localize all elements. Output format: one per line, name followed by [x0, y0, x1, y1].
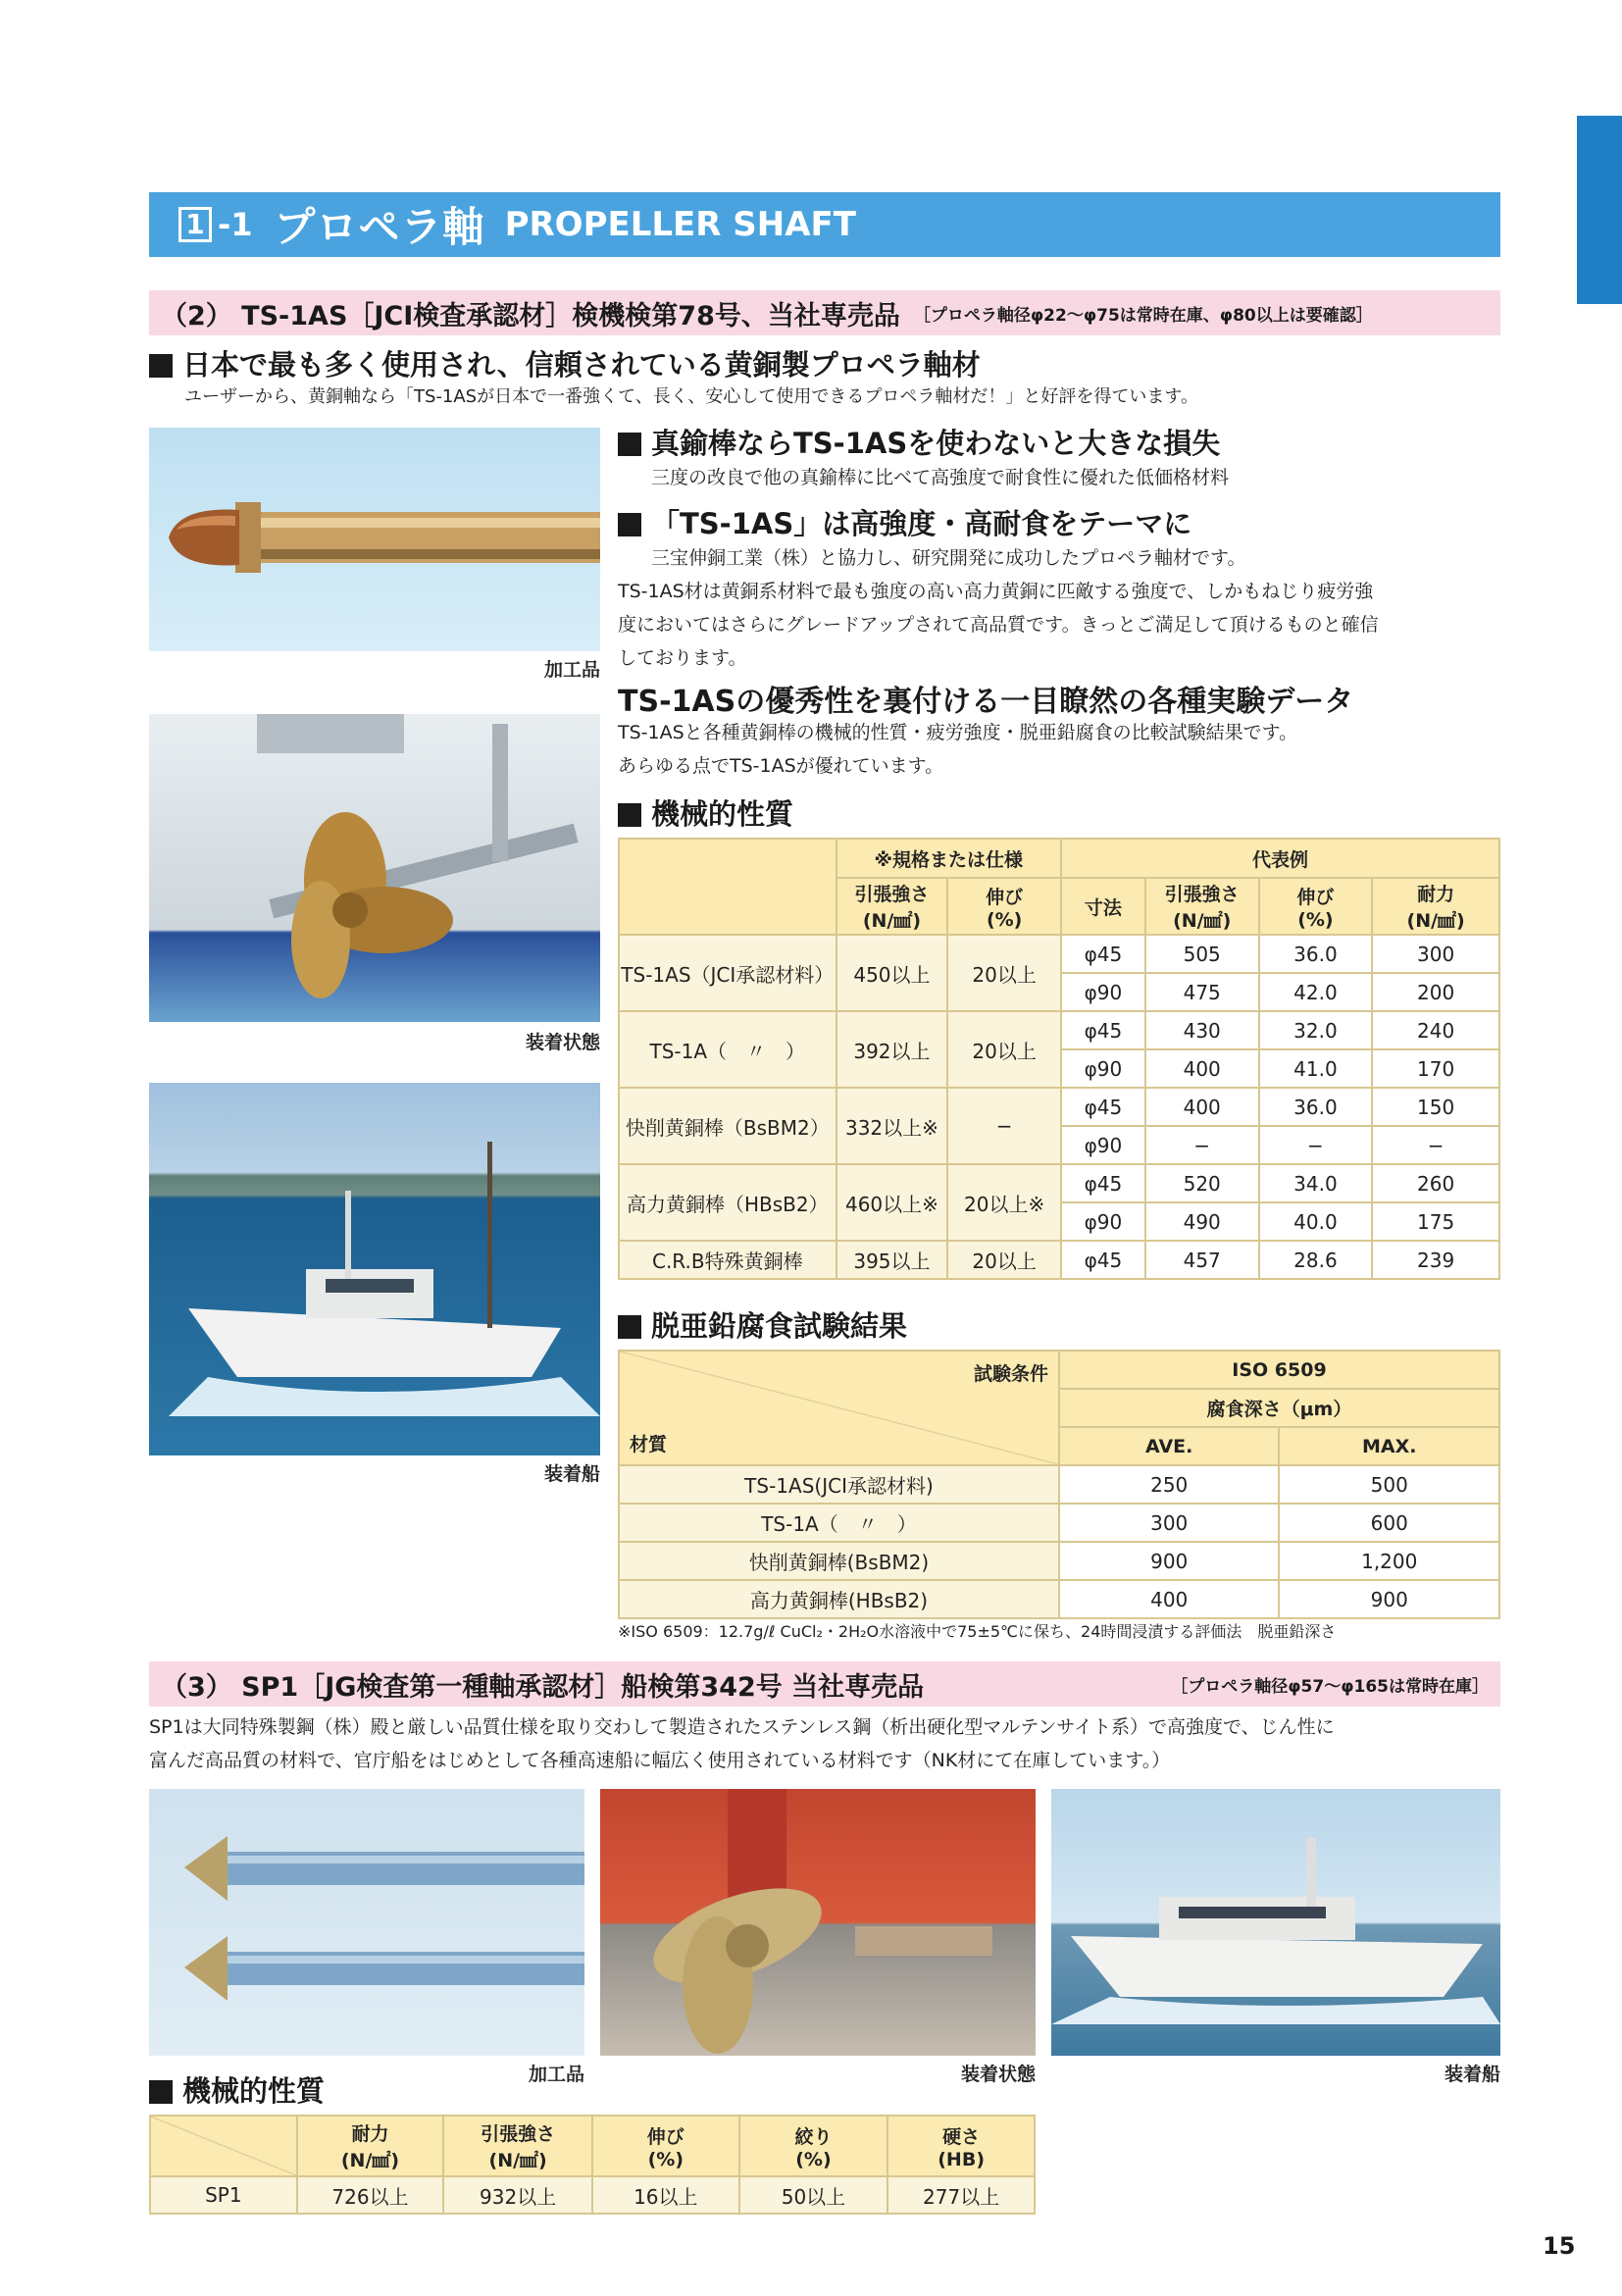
cell: φ45: [1061, 1088, 1145, 1126]
cell: 239: [1372, 1241, 1499, 1279]
section-2-note: ［プロペラ軸径φ22〜φ75は常時在庫、φ80以上は要確認］: [913, 305, 1373, 326]
cell: 726以上: [297, 2176, 444, 2214]
cell: 457: [1145, 1241, 1259, 1279]
section-2-title: （2） TS-1AS［JCI検査承認材］検機検第78号、当社専売品: [161, 300, 900, 332]
section-2-heading: [149, 290, 1500, 335]
header-max: MAX.: [1279, 1427, 1499, 1465]
cell: −: [1259, 1126, 1373, 1164]
text-test-data-2: あらゆる点でTS-1ASが優れています。: [618, 755, 944, 777]
cell: φ45: [1061, 1164, 1145, 1202]
text-test-data-1: TS-1ASと各種黄銅棒の機械的性質・疲労強度・脱亜鉛腐食の比較試験結果です。: [618, 722, 1298, 743]
header-elongation: 伸び (%): [592, 2116, 739, 2176]
label-material: 材質: [630, 1434, 668, 1455]
header-elongation: 伸び (%): [947, 878, 1061, 935]
cell: 28.6: [1259, 1241, 1373, 1279]
cell: 392以上: [836, 1011, 948, 1088]
chapter-side-tab: [1577, 116, 1622, 304]
cell: φ45: [1061, 935, 1145, 973]
text-improved: 三度の改良で他の真鍮棒に比べて高強度で耐食性に優れた低価格材料: [651, 467, 1230, 488]
cell: 170: [1372, 1049, 1499, 1088]
cell: 240: [1372, 1011, 1499, 1049]
cell: φ90: [1061, 1126, 1145, 1164]
row-name: C.R.B特殊黄銅棒: [619, 1241, 836, 1279]
cell: −: [1145, 1126, 1259, 1164]
header-iso: ISO 6509: [1059, 1351, 1499, 1389]
cell: 1,200: [1279, 1542, 1499, 1580]
cell: 200: [1372, 973, 1499, 1011]
row-name: 快削黄銅棒(BsBM2): [619, 1542, 1059, 1580]
cell: 332以上※: [836, 1088, 948, 1164]
text-developed: 三宝伸銅工業（株）と協力し、研究開発に成功したプロペラ軸材です。: [651, 547, 1246, 569]
row-name: TS-1AS（JCI承認材料）: [619, 935, 836, 1011]
iso-footnote: ※ISO 6509：12.7g/ℓ CuCl₂・2H₂O水溶液中で75±5℃に保ち、24時間浸漬する評価法 脱亜鉛深さ: [618, 1622, 1337, 1641]
section-3-heading: [149, 1661, 1500, 1707]
cell: 20以上※: [947, 1164, 1061, 1241]
heading-sp1-mech: 機械的性質: [149, 2069, 325, 2110]
cell: 277以上: [887, 2176, 1035, 2214]
cell: 150: [1372, 1088, 1499, 1126]
header-tensile: 引張強さ (N/㎟): [443, 2116, 592, 2176]
cell: −: [1372, 1126, 1499, 1164]
sp1-text-1: SP1は大同特殊製鋼（株）殿と厳しい品質仕様を取り交わして製造されたステンレス鋼（析出硬化型マルテンサイト系）で高強度で、じん性に: [149, 1716, 1335, 1738]
cell: 41.0: [1259, 1049, 1373, 1088]
cell: 260: [1372, 1164, 1499, 1202]
cell: 490: [1145, 1202, 1259, 1241]
row-name: 高力黄銅棒(HBsB2): [619, 1580, 1059, 1618]
cell: 36.0: [1259, 935, 1373, 973]
section-3-title: （3） SP1［JG検査第一種軸承認材］船検第342号 当社専売品: [161, 1671, 925, 1703]
cell: 32.0: [1259, 1011, 1373, 1049]
cell: 175: [1372, 1202, 1499, 1241]
cell: φ90: [1061, 973, 1145, 1011]
cell: φ45: [1061, 1241, 1145, 1279]
cell: 50以上: [739, 2176, 888, 2214]
cell: 600: [1279, 1504, 1499, 1542]
cell: 300: [1372, 935, 1499, 973]
section-number: -1: [218, 206, 253, 243]
section-title-bar: [149, 192, 1500, 257]
heading-most-used: 日本で最も多く使用され、信頼されている黄銅製プロペラ軸材: [149, 343, 981, 383]
cell: φ45: [1061, 1011, 1145, 1049]
heading-high-strength: 「TS-1AS」は高強度・高耐食をテーマに: [618, 502, 1191, 542]
title-english: PROPELLER SHAFT: [504, 205, 856, 244]
header-ave: AVE.: [1059, 1427, 1280, 1465]
photo-shaft-machined: [149, 428, 600, 651]
cell: φ90: [1061, 1049, 1145, 1088]
cell: 400: [1059, 1580, 1280, 1618]
cell: φ90: [1061, 1202, 1145, 1241]
header-diagonal: [150, 2116, 297, 2176]
cell: −: [947, 1088, 1061, 1164]
cell: 16以上: [592, 2176, 739, 2214]
text-strength-1: TS-1AS材は黄銅系材料で最も強度の高い高力黄銅に匹敵する強度で、しかもねじり疲労強: [618, 581, 1374, 602]
cell: 250: [1059, 1465, 1280, 1504]
caption-fitted-ship: 装着船: [543, 1463, 600, 1485]
page-number: 15: [1543, 2232, 1576, 2260]
cell: 450以上: [836, 935, 948, 1011]
cell: 900: [1059, 1542, 1280, 1580]
photo-sp1-machined: [149, 1789, 584, 2056]
header-hardness: 硬さ (HB): [887, 2116, 1035, 2176]
caption-sp1-ship: 装着船: [1444, 2064, 1500, 2085]
photo-installed-state: [149, 714, 600, 1022]
header-typical: 代表例: [1061, 839, 1499, 878]
header-elongation-typ: 伸び (%): [1259, 878, 1373, 935]
cell: 475: [1145, 973, 1259, 1011]
cell: 932以上: [443, 2176, 592, 2214]
cell: 300: [1059, 1504, 1280, 1542]
cell: 34.0: [1259, 1164, 1373, 1202]
title-japanese: プロペラ軸: [274, 203, 485, 251]
chapter-number-box: 1: [178, 207, 212, 242]
cell: 500: [1279, 1465, 1499, 1504]
text-strength-3: しております。: [618, 647, 747, 669]
row-name: SP1: [150, 2176, 297, 2214]
heading-mechanical-props: 機械的性質: [618, 792, 793, 833]
user-feedback-text: ユーザーから、黄銅軸なら「TS-1ASが日本で一番強くて、長く、安心して使用できるプロペラ軸材だ！」と好評を得ています。: [184, 386, 1198, 407]
text-strength-2: 度においてはさらにグレードアップされて高品質です。きっとご満足して頂けるものと確信: [618, 614, 1379, 636]
section-3-note: ［プロペラ軸径φ57〜φ165は常時在庫］: [1171, 1676, 1489, 1697]
heading-dezinc: 脱亜鉛腐食試験結果: [618, 1304, 907, 1345]
header-reduction: 絞り (%): [739, 2116, 888, 2176]
caption-installed-state: 装着状態: [525, 1032, 600, 1053]
heading-test-data: TS-1ASの優秀性を裏付ける一目瞭然の各種実験データ: [618, 685, 1354, 719]
header-diagonal: [619, 1351, 1059, 1465]
photo-sp1-ship: [1051, 1789, 1500, 2056]
mechanical-properties-table: [618, 838, 1500, 1280]
header-size: 寸法: [1061, 878, 1145, 935]
row-name: TS-1A（ 〃 ）: [619, 1504, 1059, 1542]
cell: 395以上: [836, 1241, 948, 1279]
cell: 20以上: [947, 1011, 1061, 1088]
photo-fitted-ship: [149, 1083, 600, 1455]
header-tensile-typ: 引張強さ (N/㎟): [1145, 878, 1259, 935]
header-tensile: 引張強さ (N/㎟): [836, 878, 948, 935]
row-name: 高力黄銅棒（HBsB2）: [619, 1164, 836, 1241]
cell: 900: [1279, 1580, 1499, 1618]
cell: 400: [1145, 1049, 1259, 1088]
cell: 400: [1145, 1088, 1259, 1126]
cell: 460以上※: [836, 1164, 948, 1241]
cell: 20以上: [947, 1241, 1061, 1279]
row-name: TS-1AS(JCI承認材料): [619, 1465, 1059, 1504]
row-name: 快削黄銅棒（BsBM2）: [619, 1088, 836, 1164]
cell: 505: [1145, 935, 1259, 973]
cell: 40.0: [1259, 1202, 1373, 1241]
header-yield: 耐力 (N/㎟): [297, 2116, 444, 2176]
label-test-condition: 試験条件: [973, 1363, 1048, 1385]
cell: 20以上: [947, 935, 1061, 1011]
cell: 520: [1145, 1164, 1259, 1202]
photo-sp1-installed: [600, 1789, 1036, 2056]
header-yield: 耐力 (N/㎟): [1372, 878, 1499, 935]
header-depth: 腐食深さ（μm）: [1059, 1389, 1499, 1427]
sp1-properties-table: [149, 2115, 1036, 2215]
row-name: TS-1A（ 〃 ）: [619, 1011, 836, 1088]
dezincification-table: [618, 1350, 1500, 1619]
header-blank: [619, 839, 836, 935]
cell: 36.0: [1259, 1088, 1373, 1126]
caption-sp1-machined: 加工品: [528, 2064, 584, 2085]
heading-big-loss: 真鍮棒ならTS-1ASを使わないと大きな損失: [618, 422, 1220, 462]
sp1-text-2: 富んだ高品質の材料で、官庁船をはじめとして各種高速船に幅広く使用されている材料です（NK材にて在庫しています。）: [149, 1750, 1171, 1771]
cell: 42.0: [1259, 973, 1373, 1011]
header-spec: ※規格または仕様: [836, 839, 1061, 878]
caption-machined: 加工品: [543, 659, 600, 681]
cell: 430: [1145, 1011, 1259, 1049]
caption-sp1-installed: 装着状態: [960, 2064, 1036, 2085]
